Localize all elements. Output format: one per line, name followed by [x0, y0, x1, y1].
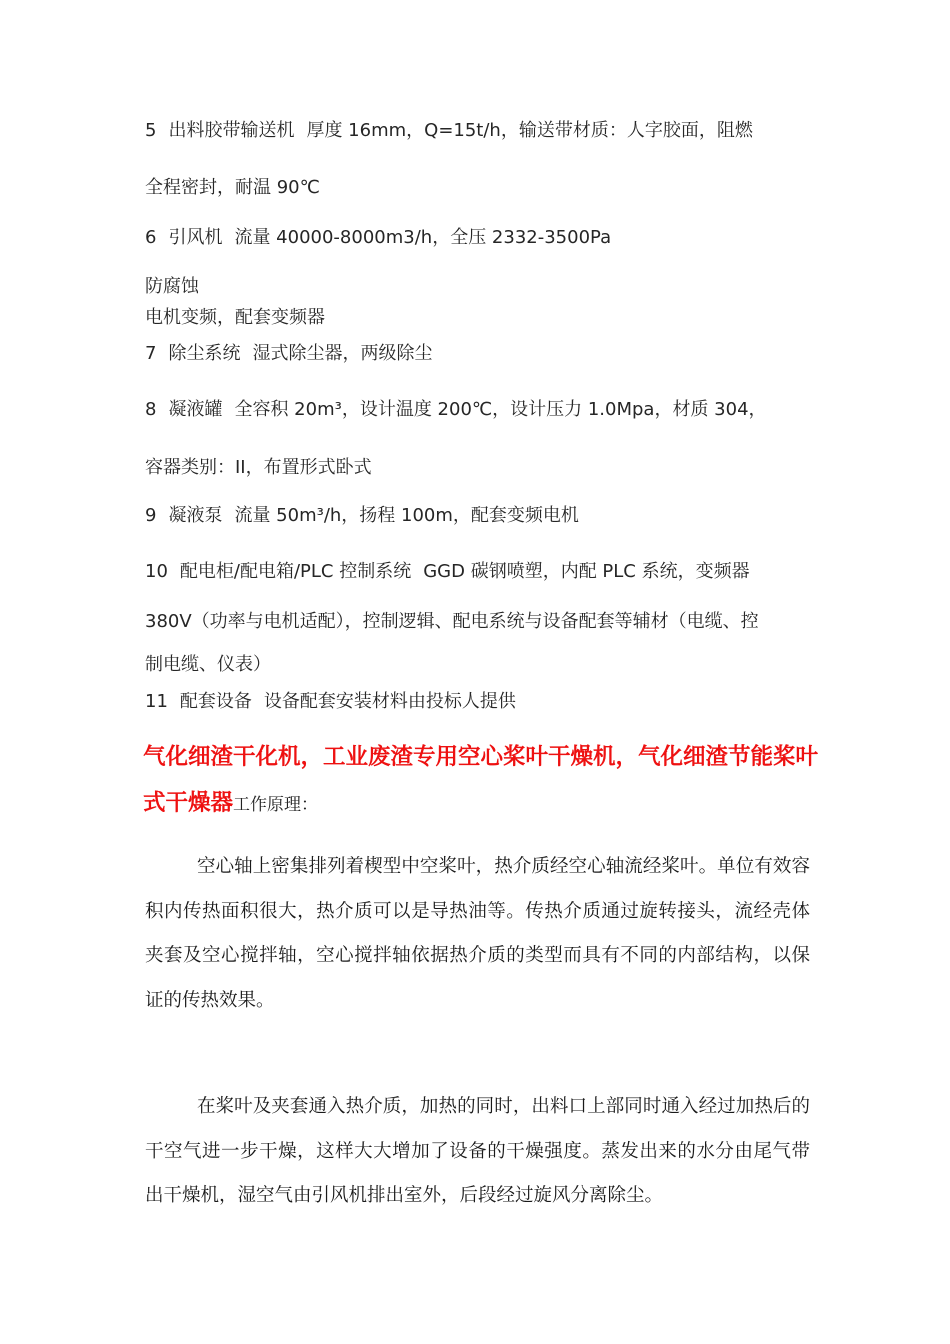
- item-spec: 湿式除尘器，两级除尘: [252, 343, 433, 364]
- item-11-line-1: [145, 690, 516, 714]
- item-name: 出料胶带输送机: [168, 120, 295, 141]
- item-number: 5: [145, 120, 157, 141]
- item-6-line-1: [145, 226, 611, 250]
- item-number: 6: [145, 227, 157, 248]
- item-spec: 厚度 16mm，Q=15t/h，输送带材质：人字胶面，阻燃: [306, 120, 753, 141]
- item-spec: GGD 碳钢喷塑，内配 PLC 系统，变频器: [423, 561, 750, 582]
- item-name: 配电柜/配电箱/PLC 控制系统: [179, 561, 412, 582]
- item-10-line-3: 制电缆、仪表）: [145, 654, 271, 675]
- paragraph-2: 在桨叶及夹套通入热介质，加热的同时，出料口上部同时通入经过加热后的干空气进一步干燥，这样大大增加了设备的干燥强度。蒸发出来的水分由尾气带出干燥机，湿空气由引风机排出室外，后段经过旋风分离除尘。: [145, 1096, 810, 1206]
- item-10-line-1: [145, 560, 750, 584]
- item-name: 凝液泵: [168, 505, 223, 526]
- item-6-line-3: 电机变频，配套变频器: [145, 307, 325, 328]
- item-10-line-2: 380V（功率与电机适配），控制逻辑、配电系统与设备配套等辅材（电缆、控: [145, 611, 759, 632]
- item-8-line-1: [145, 398, 767, 422]
- item-name: 除尘系统: [168, 343, 241, 364]
- item-number: 7: [145, 343, 157, 364]
- section-heading: [143, 734, 823, 828]
- item-spec: 流量 50m³/h，扬程 100m，配套变频电机: [234, 505, 579, 526]
- item-number: 8: [145, 399, 157, 420]
- item-number: 11: [145, 691, 168, 712]
- item-spec: 流量 40000-8000m3/h，全压 2332-3500Pa: [234, 227, 612, 248]
- item-6-line-2: 防腐蚀: [145, 276, 199, 297]
- heading-red-title: 气化细渣干化机，工业废渣专用空心桨叶干燥机，气化细渣节能桨叶式干燥器: [143, 744, 819, 816]
- item-7-line-1: [145, 342, 432, 366]
- item-number: 10: [145, 561, 168, 582]
- paragraph-1: 空心轴上密集排列着楔型中空桨叶，热介质经空心轴流经桨叶。单位有效容积内传热面积很大，热介质可以是导热油等。传热介质通过旋转接头，流经壳体夹套及空心搅拌轴，空心搅拌轴依据热介质的类型而具有不同的内部结构，以保证的传热效果。: [145, 856, 810, 1011]
- item-spec: 设备配套安装材料由投标人提供: [263, 691, 516, 712]
- item-name: 引风机: [168, 227, 223, 248]
- item-5-line-2: 全程密封，耐温 90℃: [145, 177, 320, 198]
- item-name: 配套设备: [179, 691, 252, 712]
- item-9-line-1: [145, 504, 579, 528]
- item-8-line-2: 容器类别：II，布置形式卧式: [145, 457, 372, 478]
- item-number: 9: [145, 505, 157, 526]
- item-spec: 全容积 20m³，设计温度 200℃，设计压力 1.0Mpa，材质 304，: [234, 399, 767, 420]
- item-name: 凝液罐: [168, 399, 223, 420]
- item-5-line-1: [145, 119, 753, 143]
- heading-suffix: 工作原理：: [233, 795, 319, 815]
